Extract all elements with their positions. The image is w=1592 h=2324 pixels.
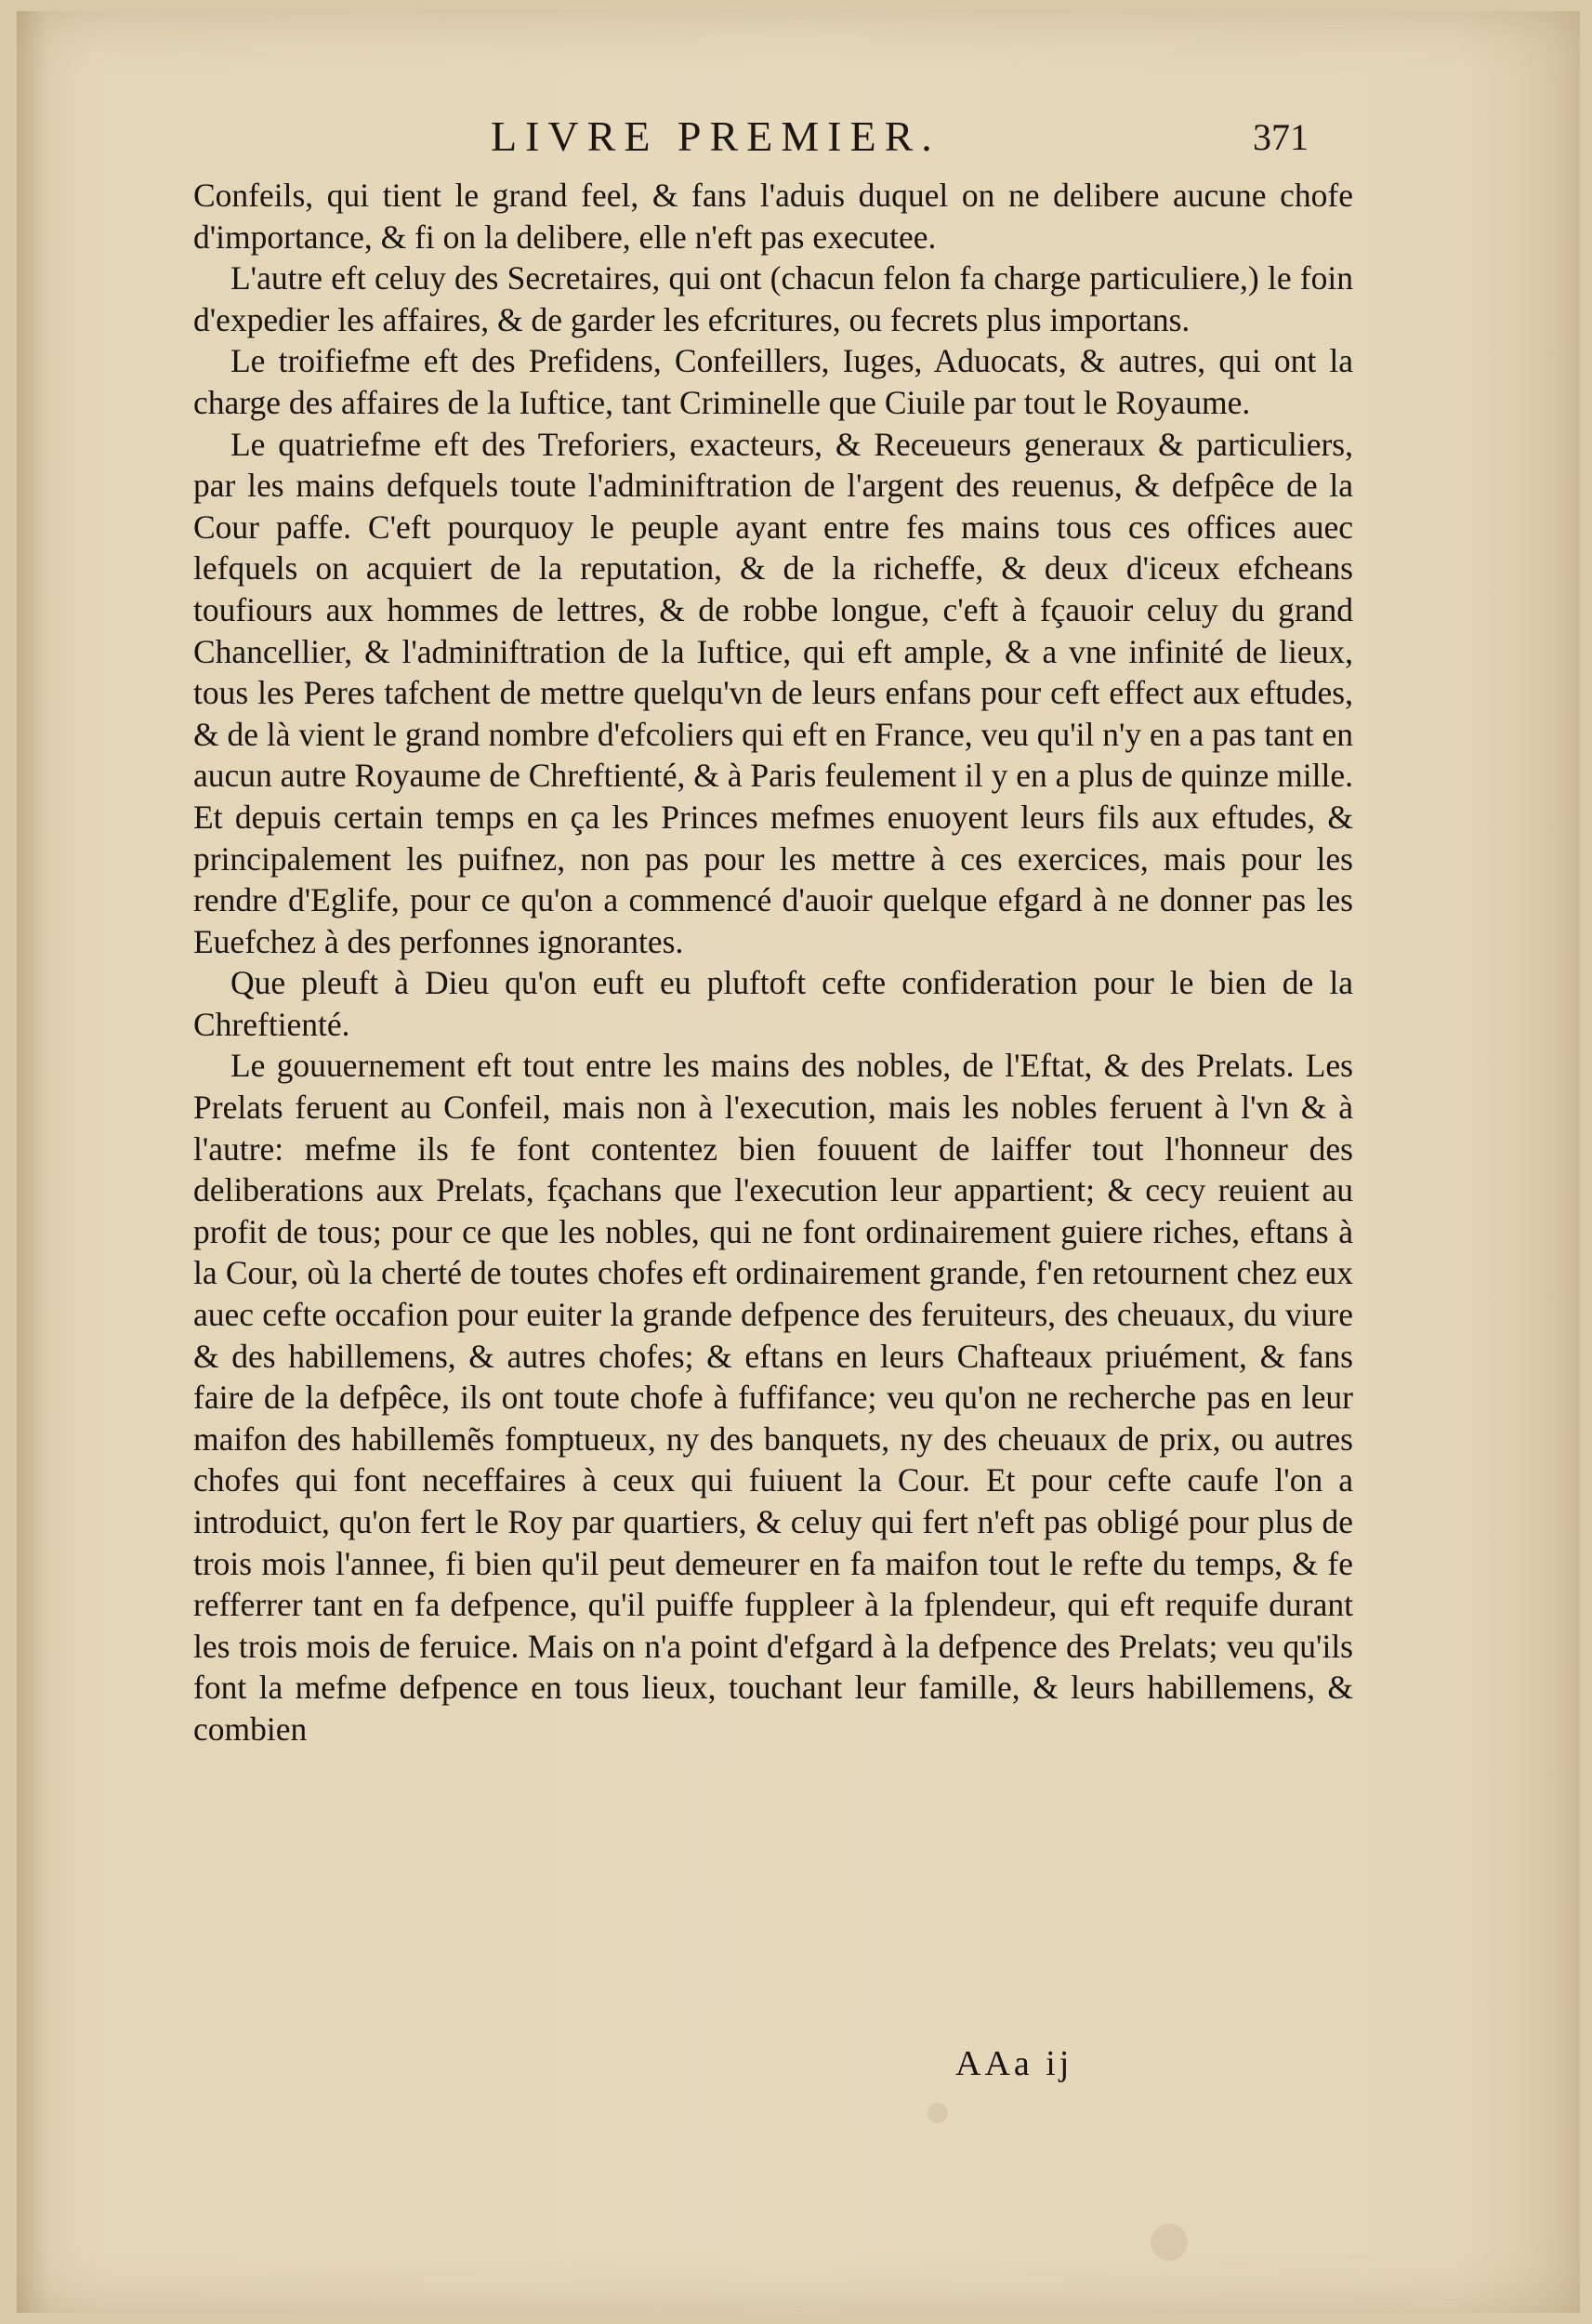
paper-stain xyxy=(928,2103,948,2123)
paragraph: L'autre eft celuy des Secretaires, qui ont (chacun felon fa charge particuliere,) le foin d'expedier les affaires, & de garder les efcritures, ou fecrets plus importans. xyxy=(193,259,1353,338)
paragraph: Que pleuft à Dieu qu'on euft eu pluftoft cefte confideration pour le bien de la Chreftienté. xyxy=(193,964,1353,1043)
signature-mark: AAa ij xyxy=(955,2044,1073,2083)
paper-stain xyxy=(1151,2224,1188,2261)
book-page xyxy=(17,11,1580,2313)
page-number: 371 xyxy=(1253,116,1309,158)
page-header xyxy=(17,112,1580,167)
body-text xyxy=(193,175,1353,1750)
paragraph: Confeils, qui tient le grand feel, & fans l'aduis duquel on ne delibere aucune chofe d'importance, & fi on la delibere, elle n'eft pas executee. xyxy=(193,177,1353,256)
paragraph: Le quatriefme eft des Treforiers, exacteurs, & Receueurs generaux & particuliers, par les mains defquels toute l'adminiftration de l'argent des reuenus, & defpêce de la Cour paffe. C'eft pourquoy le peuple ayant entre fes mains tous ces offices auec lefquels on acquiert de la reputation, & de la richeffe, & deux d'iceux efcheans toufiours aux hommes de lettres, & de robbe longue, c'eft à fçauoir celuy du grand Chancellier, & l'adminiftration de la Iuftice, qui eft ample, & a vne infinité de lieux, tous les Peres tafchent de mettre quelqu'vn de leurs enfans pour ceft effect aux eftudes, & de là vient le grand nombre d'efcoliers qui eft en France, veu qu'il n'y en a pas tant en aucun autre Royaume de Chreftienté, & à Paris feulement il y en a plus de quinze mille. Et depuis certain temps en ça les Princes mefmes enuoyent leurs fils aux eftudes, & principalement les puifnez, non pas pour les mettre à ces exercices, mais pour les rendre d'Eglife, pour ce qu'on a commencé d'auoir quelque efgard à ne donner pas les Euefchez à des perfonnes ignorantes. xyxy=(193,425,1354,960)
running-title: LIVRE PREMIER. xyxy=(491,112,941,160)
paragraph: Le gouuernement eft tout entre les mains des nobles, de l'Eftat, & des Prelats. Les Prelats feruent au Confeil, mais non à l'execution, mais les nobles feruent à l'vn & à l'autre: mefme ils fe font contentez bien fouuent de laiffer tout l'honneur des deliberations aux Prelats, fçachans que l'execution leur appartient; & cecy reuient au profit de tous; pour ce que les nobles, qui ne font ordinairement guiere riches, eftans à la Cour, où la cherté de toutes chofes eft ordinairement grande, f'en retournent chez eux auec cefte occafion pour euiter la grande defpence des feruiteurs, des cheuaux, du viure & des habillemens, & autres chofes; & eftans en leurs Chafteaux priuément, & fans faire de la defpêce, ils ont toute chofe à fuffifance; veu qu'on ne recherche pas en leur maifon des habillemẽs fomptueux, ny des banquets, ny des cheuaux de prix, ou autres chofes qui font neceffaires à ceux qui fuiuent la Cour. Et pour cefte caufe l'on a introduict, qu'on fert le Roy par quartiers, & celuy qui fert n'eft pas obligé pour plus de trois mois l'annee, fi bien qu'il peut demeurer en fa maifon tout le refte du temps, & fe refferrer tant en fa defpence, qu'il puiffe fuppleer à la fplendeur, qui eft requife durant les trois mois de feruice. Mais on n'a point d'efgard à la defpence des Prelats; veu qu'ils font la mefme defpence en tous lieux, touchant leur famille, & leurs habillemens, & combien xyxy=(193,1047,1353,1748)
paragraph: Le troifiefme eft des Prefidens, Confeillers, Iuges, Aduocats, & autres, qui ont la charge des affaires de la Iuftice, tant Criminelle que Ciuile par tout le Royaume. xyxy=(193,342,1353,421)
